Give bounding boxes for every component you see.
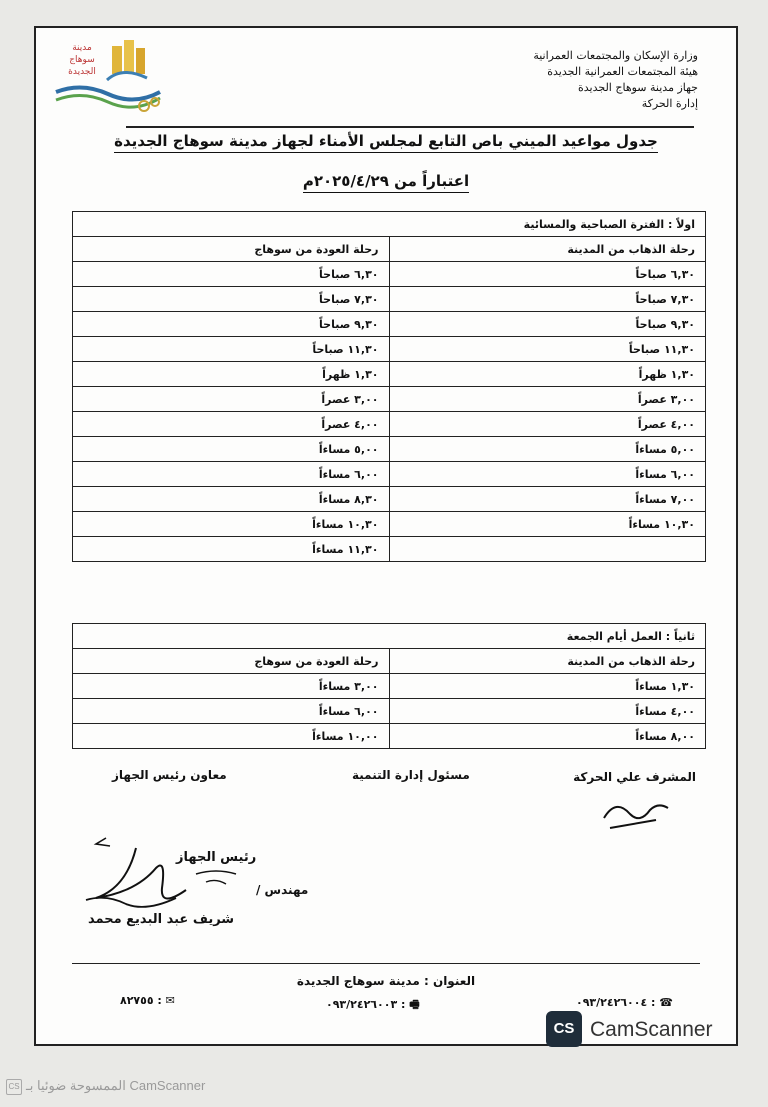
return-time: ١١,٣٠ مساءاً xyxy=(73,537,390,562)
pobox-number: ٨٢٧٥٥ : xyxy=(120,994,162,1007)
table-row xyxy=(73,337,706,362)
phone-number: ٠٩٣/٢٤٢٦٠٠٤ : xyxy=(576,996,656,1009)
head-signature xyxy=(66,828,256,918)
fax-number: ٠٩٣/٢٤٢٦٠٠٣ : xyxy=(326,998,406,1011)
table-row xyxy=(73,387,706,412)
go-time: ٤,٠٠ مساءاً xyxy=(389,699,706,724)
phone-info xyxy=(576,996,673,1009)
schedule-table-friday xyxy=(72,623,706,749)
mail-icon: ✉ xyxy=(165,994,175,1007)
svg-text:سوهاج: سوهاج xyxy=(69,55,95,65)
return-time: ١١,٣٠ صباحاً xyxy=(73,337,390,362)
phone-icon: ☎ xyxy=(659,996,673,1009)
table-section-title: ثانياً : العمل أيام الجمعة xyxy=(73,624,706,649)
head-name: شريف عبد البديع محمد xyxy=(88,912,235,927)
return-time: ٣,٠٠ عصراً xyxy=(73,387,390,412)
city-logo xyxy=(52,36,164,116)
go-time: ١,٣٠ مساءاً xyxy=(389,674,706,699)
return-time: ٩,٣٠ صباحاً xyxy=(73,312,390,337)
document-title: جدول مواعيد الميني باص التابع لمجلس الأمناء لجهاز مدينة سوهاج الجديدة xyxy=(36,132,736,150)
schedule-table-regular xyxy=(72,211,706,562)
footer-divider xyxy=(72,963,700,964)
column-header-return: رحلة العودة من سوهاج xyxy=(73,237,390,262)
camscanner-brand: CamScanner xyxy=(590,1018,713,1041)
column-header-go: رحلة الذهاب من المدينة xyxy=(389,649,706,674)
return-time: ٦,٣٠ صباحاً xyxy=(73,262,390,287)
org-line: جهاز مدينة سوهاج الجديدة xyxy=(577,81,698,94)
fax-info xyxy=(326,996,420,1015)
table-row xyxy=(73,437,706,462)
table-row xyxy=(73,537,706,562)
camscanner-small-icon: CS xyxy=(6,1079,22,1095)
head-title: رئيس الجهاز xyxy=(176,850,257,865)
go-time: ٩,٣٠ صباحاً xyxy=(389,312,706,337)
go-time: ٤,٠٠ عصراً xyxy=(389,412,706,437)
table-row xyxy=(73,724,706,749)
column-header-go: رحلة الذهاب من المدينة xyxy=(389,237,706,262)
return-time: ٥,٠٠ مساءاً xyxy=(73,437,390,462)
address-line: العنوان : مدينة سوهاج الجديدة xyxy=(296,974,476,988)
scanner-watermark xyxy=(6,1078,205,1095)
org-line: إدارة الحركة xyxy=(641,97,698,110)
table-row xyxy=(73,262,706,287)
watermark-text: الممسوحة ضوئيا بـ CamScanner xyxy=(26,1078,206,1093)
table-row xyxy=(73,512,706,537)
table-row xyxy=(73,699,706,724)
table-row xyxy=(73,287,706,312)
org-line: وزارة الإسكان والمجتمعات العمرانية xyxy=(533,49,698,62)
svg-text:الجديدة: الجديدة xyxy=(68,67,96,77)
table-row xyxy=(73,462,706,487)
header-divider xyxy=(126,126,694,128)
go-time: ٧,٠٠ مساءاً xyxy=(389,487,706,512)
go-time: ٨,٠٠ مساءاً xyxy=(389,724,706,749)
return-time: ٨,٣٠ مساءاً xyxy=(73,487,390,512)
pobox-info xyxy=(120,994,175,1007)
go-time xyxy=(389,537,706,562)
table-row xyxy=(73,412,706,437)
effective-date: اعتباراً من ٢٠٢٥/٤/٢٩م xyxy=(36,172,736,190)
return-time: ٦,٠٠ مساءاً xyxy=(73,462,390,487)
return-time: ١٠,٠٠ مساءاً xyxy=(73,724,390,749)
go-time: ٦,٣٠ صباحاً xyxy=(389,262,706,287)
table-row xyxy=(73,487,706,512)
table-section-title: اولاً : الفترة الصباحية والمسائية xyxy=(73,212,706,237)
table-row xyxy=(73,312,706,337)
fax-icon: 🖷 xyxy=(409,998,420,1011)
deputy-head-title: معاون رئيس الجهاز xyxy=(112,768,227,782)
document-sheet xyxy=(34,26,738,1046)
organization-header xyxy=(533,48,698,112)
go-time: ٣,٠٠ عصراً xyxy=(389,387,706,412)
return-time: ١,٣٠ ظهراً xyxy=(73,362,390,387)
supervisor-signature xyxy=(596,788,676,834)
return-time: ٧,٣٠ صباحاً xyxy=(73,287,390,312)
go-time: ٧,٣٠ صباحاً xyxy=(389,287,706,312)
go-time: ٥,٠٠ مساءاً xyxy=(389,437,706,462)
engineer-label: مهندس / xyxy=(256,883,309,897)
camscanner-logo-icon: CS xyxy=(546,1011,582,1047)
return-time: ٦,٠٠ مساءاً xyxy=(73,699,390,724)
org-line: هيئة المجتمعات العمرانية الجديدة xyxy=(547,65,698,78)
table-row xyxy=(73,674,706,699)
svg-text:مدينة: مدينة xyxy=(72,43,92,53)
column-header-return: رحلة العودة من سوهاج xyxy=(73,649,390,674)
go-time: ٦,٠٠ مساءاً xyxy=(389,462,706,487)
supervisor-title: المشرف علي الحركة xyxy=(573,770,696,784)
go-time: ١٠,٣٠ مساءاً xyxy=(389,512,706,537)
go-time: ١,٣٠ ظهراً xyxy=(389,362,706,387)
table-row xyxy=(73,362,706,387)
return-time: ٣,٠٠ مساءاً xyxy=(73,674,390,699)
return-time: ١٠,٣٠ مساءاً xyxy=(73,512,390,537)
development-officer-title: مسئول إدارة التنمية xyxy=(352,768,470,782)
return-time: ٤,٠٠ عصراً xyxy=(73,412,390,437)
go-time: ١١,٣٠ صباحاً xyxy=(389,337,706,362)
